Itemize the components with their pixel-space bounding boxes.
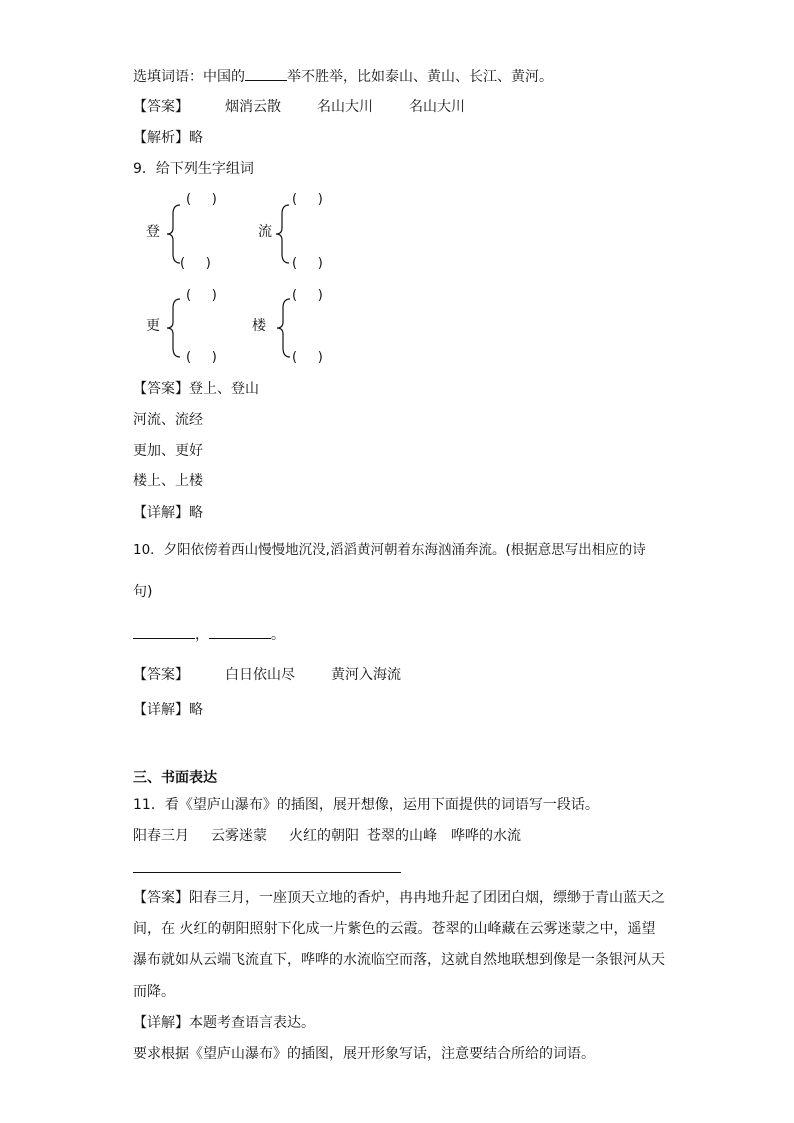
q8-answer-1: 烟消云散 — [225, 99, 281, 115]
detail-label: 【详解】 — [133, 505, 189, 521]
q9-char-liu: 流 — [258, 224, 272, 240]
q11-word: 苍翠的山峰 — [367, 828, 437, 844]
q11-answer-line-4: 而降。 — [133, 984, 175, 1000]
q8-answer-line — [133, 97, 465, 117]
q8-fill-line — [133, 66, 553, 87]
detail-label: 【详解】 — [133, 1015, 189, 1031]
q10-comma: ， — [195, 627, 209, 643]
q9-answer-line-3: 更加、更好 — [133, 443, 203, 459]
q11-answer-line-2: 间，在 火红的朝阳照射下化成一片紫色的云霞。苍翠的山峰藏在云雾迷蒙之中，遥望 — [133, 921, 656, 937]
q8-answer-2: 名山大川 — [317, 99, 373, 115]
q8-analysis-line — [133, 128, 203, 148]
q9-paren: ( ) — [292, 350, 323, 365]
q8-fill-suffix: 举不胜举，比如泰山、黄山、长江、黄河。 — [287, 69, 553, 85]
q9-title: 9．给下列生字组词 — [133, 161, 254, 177]
q10-period: 。 — [271, 627, 285, 643]
q11-word-list — [133, 826, 521, 846]
q9-paren: ( ) — [292, 192, 323, 207]
detail-text: 本题考查语言表达。 — [189, 1015, 315, 1031]
q11-word: 云雾迷蒙 — [211, 828, 267, 844]
brace-icon — [166, 204, 182, 264]
q10-answer-1: 白日依山尽 — [225, 667, 295, 683]
q9-answer-text: 登上、登山 — [189, 381, 259, 397]
analysis-label: 【解析】 — [133, 130, 189, 146]
q8-answer-3: 名山大川 — [409, 99, 465, 115]
section-heading: 三、书面表达 — [133, 770, 217, 786]
q9-answer-line-1 — [133, 379, 259, 399]
q10-prompt-line-2: 句) — [133, 584, 153, 600]
q9-paren: ( ) — [292, 256, 323, 271]
q9-char-geng: 更 — [146, 318, 160, 334]
q11-word: 哗哗的水流 — [451, 828, 521, 844]
detail-text: 略 — [189, 505, 203, 521]
q10-blank-1 — [133, 624, 195, 639]
q11-detail-line-2: 要求根据《望庐山瀑布》的插图，展开形象写话，注意要结合所给的词语。 — [133, 1046, 595, 1062]
q9-char-deng: 登 — [146, 224, 160, 240]
q8-fill-prefix: 选填词语：中国的 — [133, 69, 245, 85]
brace-icon — [276, 298, 292, 358]
q9-answer-line-4: 楼上、上楼 — [133, 473, 203, 489]
answer-label: 【答案】 — [133, 381, 189, 397]
q9-char-lou: 楼 — [252, 318, 266, 334]
writing-line — [133, 872, 401, 873]
answer-label: 【答案】 — [133, 667, 189, 683]
q9-paren: ( ) — [186, 350, 217, 365]
q11-word: 阳春三月 — [133, 828, 189, 844]
q11-answer-line-3: 瀑布就如从云端飞流直下，哗哗的水流临空而落，这就自然地联想到像是一条银河从天 — [133, 952, 665, 968]
q11-title: 11．看《望庐山瀑布》的插图，展开想像，运用下面提供的词语写一段话。 — [133, 797, 599, 813]
q10-answer-2: 黄河入海流 — [331, 667, 401, 683]
detail-label: 【详解】 — [133, 702, 189, 718]
brace-icon — [275, 204, 291, 264]
q8-fill-blank — [245, 66, 287, 81]
q11-answer-line-1 — [133, 888, 665, 908]
answer-label: 【答案】 — [133, 890, 189, 906]
q9-paren: ( ) — [186, 288, 217, 303]
q10-detail-line — [133, 700, 203, 720]
q9-paren: ( ) — [292, 288, 323, 303]
q9-paren: ( ) — [186, 192, 217, 207]
q11-detail-line — [133, 1013, 315, 1033]
analysis-text: 略 — [189, 130, 203, 146]
detail-text: 略 — [189, 702, 203, 718]
q10-answer-line — [133, 665, 401, 685]
brace-icon — [166, 298, 182, 358]
q9-detail-line — [133, 503, 203, 523]
q11-word: 火红的朝阳 — [289, 828, 359, 844]
q10-blank-2 — [209, 624, 271, 639]
q11-answer-text: 阳春三月，一座顶天立地的香炉，冉冉地升起了团团白烟，缥缈于青山蓝天之 — [189, 890, 665, 906]
q9-answer-line-2: 河流、流经 — [133, 412, 203, 428]
q9-paren: ( ) — [180, 256, 211, 271]
q10-prompt-line-1: 10．夕阳依傍着西山慢慢地沉没,滔滔黄河朝着东海汹涌奔流。(根据意思写出相应的诗 — [133, 542, 646, 558]
q10-blanks-line — [133, 624, 285, 645]
answer-label: 【答案】 — [133, 99, 189, 115]
